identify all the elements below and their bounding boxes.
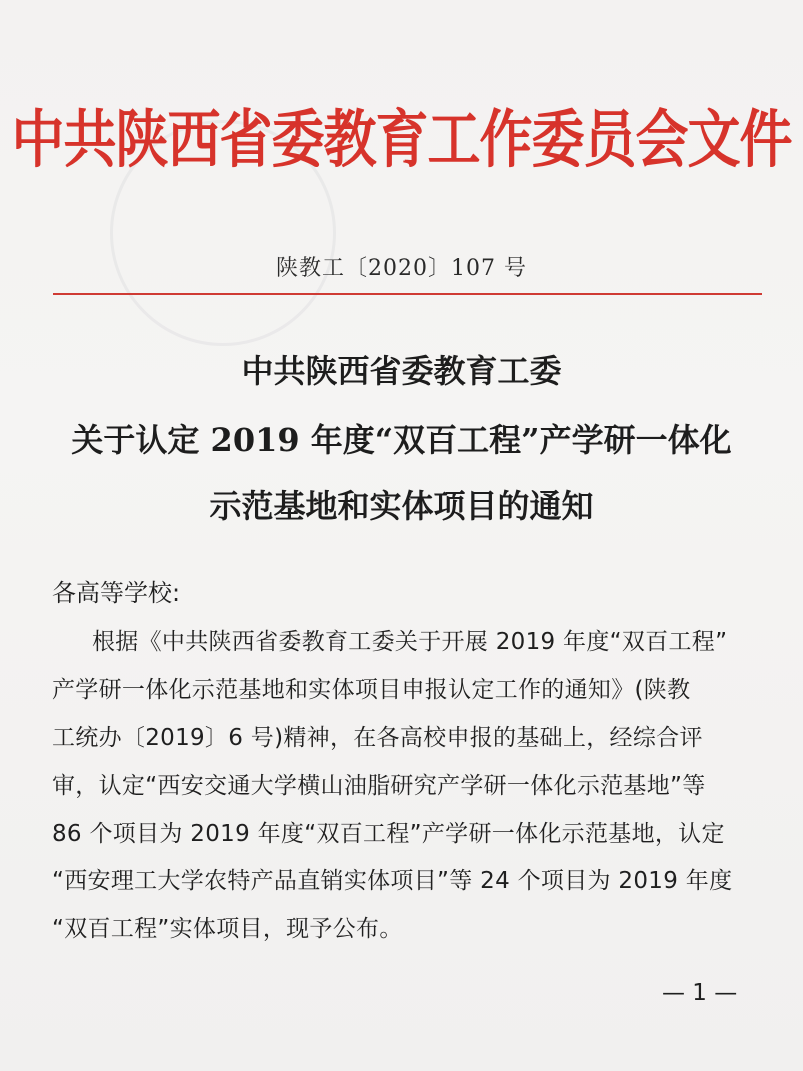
body-line-6: “西安理工大学农特产品直销实体项目”等 24 个项目为 2019 年度 xyxy=(52,868,733,894)
body-line-3: 工统办〔2019〕6 号)精神，在各高校申报的基础上，经综合评 xyxy=(52,725,703,751)
body-line-5: 86 个项目为 2019 年度“双百工程”产学研一体化示范基地，认定 xyxy=(52,821,725,847)
notice-title-line-2: 关于认定 2019 年度“双百工程”产学研一体化 xyxy=(71,421,732,459)
page-number: — 1 — xyxy=(662,980,738,1006)
red-divider-rule xyxy=(53,293,762,295)
notice-title-line-3: 示范基地和实体项目的通知 xyxy=(209,487,594,525)
body-line-2: 产学研一体化示范基地和实体项目申报认定工作的通知》(陕教 xyxy=(52,677,691,703)
body-line-7: “双百工程”实体项目，现予公布。 xyxy=(52,916,403,942)
body-line-4: 审，认定“西安交通大学横山油脂研究产学研一体化示范基地”等 xyxy=(52,773,706,799)
notice-title-line-1: 中共陕西省委教育工委 xyxy=(241,352,562,390)
body-line-1: 根据《中共陕西省委教育工委关于开展 2019 年度“双百工程” xyxy=(92,629,728,655)
document-number: 陕教工〔2020〕107 号 xyxy=(276,256,527,281)
issuer-title: 中共陕西省委教育工作委员会文件 xyxy=(11,102,792,177)
salutation: 各高等学校: xyxy=(52,579,181,607)
